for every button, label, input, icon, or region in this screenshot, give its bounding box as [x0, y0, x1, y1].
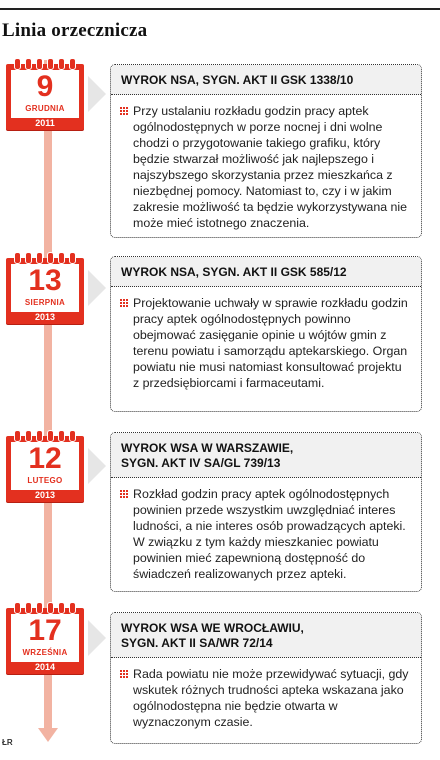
- pointer-arrow-icon: [88, 620, 106, 656]
- ruling-body: [111, 95, 421, 239]
- ruling-heading: [111, 613, 421, 658]
- ruling-heading: [111, 433, 421, 478]
- badge-day: 12: [28, 442, 62, 475]
- ruling-heading-line: SYGN. AKT IV SA/GL 739/13: [121, 456, 281, 470]
- ruling-body: [111, 287, 421, 399]
- bullet-icon: [120, 490, 128, 498]
- pointer-arrow-icon: [88, 76, 106, 112]
- calendar-rings-icon: [14, 430, 76, 440]
- badge-month: SIERPNIA: [24, 298, 66, 307]
- badge-month: WRZEŚNIA: [22, 648, 68, 657]
- ruling-card: [110, 612, 422, 744]
- page-title: Linia orzecznicza: [2, 20, 148, 41]
- ruling-heading: [111, 257, 421, 287]
- top-rule: [0, 8, 440, 10]
- ruling-heading-line: WYROK WSA WE WROCŁAWIU,: [121, 621, 304, 635]
- badge-year: 2014: [34, 662, 56, 672]
- author-credit: ŁR: [2, 738, 13, 747]
- calendar-badge: [6, 64, 84, 130]
- badge-month: LUTEGO: [27, 476, 63, 485]
- pointer-arrow-icon: [88, 270, 106, 306]
- pointer-arrow-icon: [88, 448, 106, 484]
- timeline-arrow-icon: [38, 728, 58, 742]
- ruling-heading-line: SYGN. AKT II SA/WR 72/14: [121, 636, 273, 650]
- calendar-badge: [6, 608, 84, 674]
- badge-day: 13: [28, 264, 62, 297]
- badge-year: 2013: [34, 490, 56, 500]
- badge-year: 2013: [34, 312, 56, 322]
- ruling-text: Projektowanie uchwały w sprawie rozkładu godzin pracy aptek ogólnodostępnych powinno obejmować zasięganie opinie u wójtów gmin z terenu powiatu i samorządu aptekarskiego. Organ powiatu nie musi natomiast konsultować projektu z przedsiębiorcami i farmaceutami.: [133, 296, 408, 390]
- badge-month: GRUDNIA: [25, 104, 65, 113]
- ruling-heading-line: WYROK NSA, SYGN. AKT II GSK 1338/10: [121, 73, 354, 87]
- ruling-body: [111, 658, 421, 738]
- bullet-icon: [120, 299, 128, 307]
- ruling-card: [110, 64, 422, 238]
- ruling-card: [110, 256, 422, 412]
- badge-year: 2011: [35, 118, 55, 128]
- calendar-badge: [6, 258, 84, 324]
- ruling-heading: [111, 65, 421, 95]
- ruling-heading-line: WYROK NSA, SYGN. AKT II GSK 585/12: [121, 265, 347, 279]
- calendar-rings-icon: [14, 58, 76, 68]
- ruling-text: Przy ustalaniu rozkładu godzin pracy aptek ogólnodostępnych w porze nocnej i dni wolne chodzi o przygotowanie takiego grafiku, który będzie stwarzał możliwość jak najlepszego i najszybszego skorzystania przez mieszkańca z niezbędnej pomocy. Natomiast to, czy i w jakim zakresie możliwość ta będzie wykorzystywana nie może mieć istotnego znaczenia.: [133, 104, 408, 230]
- ruling-heading-line: WYROK WSA W WARSZAWIE,: [121, 441, 294, 455]
- calendar-badge: [6, 436, 84, 502]
- badge-day: 9: [36, 70, 54, 103]
- ruling-text: Rada powiatu nie może przewidywać sytuacji, gdy wskutek różnych trudności apteka wskazana jako ogólnodostępna nie będzie otwarta w wyznaczonym czasie.: [133, 667, 409, 729]
- badge-day: 17: [28, 614, 62, 647]
- bullet-icon: [120, 670, 128, 678]
- bullet-icon: [120, 107, 128, 115]
- ruling-card: [110, 432, 422, 592]
- calendar-rings-icon: [14, 252, 76, 262]
- ruling-body: [111, 478, 421, 590]
- ruling-text: Rozkład godzin pracy aptek ogólnodostępnych powinien przede wszystkim uwzględniać interes ludności, a nie interes osób prowadzących apteki. W związku z tym każdy mieszkaniec powiatu powinien mieć zapewnioną dostępność do świadczeń realizowanych przez apteki.: [133, 487, 406, 581]
- calendar-rings-icon: [14, 602, 76, 612]
